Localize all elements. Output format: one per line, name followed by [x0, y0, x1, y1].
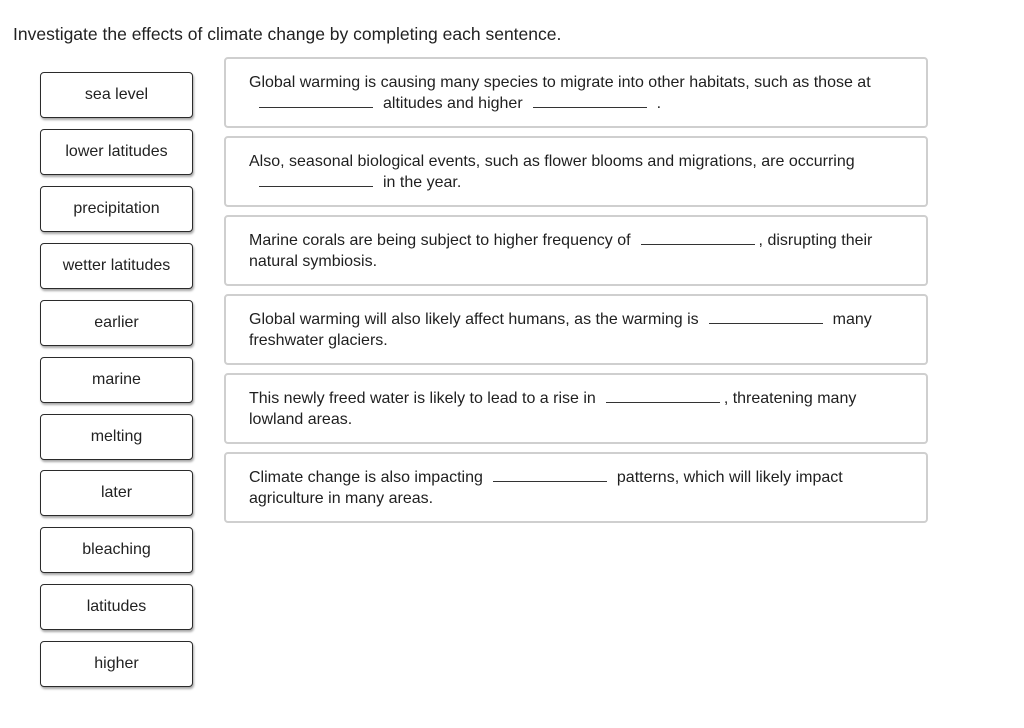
drop-blank-2[interactable]: [259, 172, 373, 187]
sentence-1-part-2: altitudes and higher: [383, 94, 523, 112]
sentence-3-part-2: , disrupting their natural symbiosis.: [249, 231, 873, 270]
drop-blank-6[interactable]: [493, 467, 607, 482]
drop-blank-1a[interactable]: [259, 93, 373, 108]
sentence-4-part-1: Global warming will also likely affect humans, as the warming is: [249, 310, 699, 328]
drop-blank-5[interactable]: [606, 388, 720, 403]
word-chip-lower-latitudes[interactable]: lower latitudes: [40, 129, 193, 175]
word-chip-bleaching[interactable]: bleaching: [40, 527, 193, 573]
drop-blank-3[interactable]: [641, 230, 755, 245]
sentence-box-4: [224, 294, 928, 365]
drop-blank-4[interactable]: [709, 309, 823, 324]
word-chip-later[interactable]: later: [40, 470, 193, 516]
word-chip-marine[interactable]: marine: [40, 357, 193, 403]
sentence-box-1: [224, 57, 928, 128]
sentence-1-part-1: Global warming is causing many species to migrate into other habitats, such as those at: [249, 73, 871, 91]
instructions-text: Investigate the effects of climate change by completing each sentence.: [13, 24, 562, 44]
word-chip-precipitation[interactable]: precipitation: [40, 186, 193, 232]
word-chip-melting[interactable]: melting: [40, 414, 193, 460]
sentence-5-part-2: , threatening many lowland areas.: [249, 389, 857, 428]
word-chip-earlier[interactable]: earlier: [40, 300, 193, 346]
word-chip-latitudes[interactable]: latitudes: [40, 584, 193, 630]
sentence-box-6: [224, 452, 928, 523]
sentence-6-part-2: patterns, which will likely impact agriculture in many areas.: [249, 468, 843, 507]
sentence-6-part-1: Climate change is also impacting: [249, 468, 483, 486]
sentence-5-part-1: This newly freed water is likely to lead to a rise in: [249, 389, 596, 407]
sentence-2-part-2: in the year.: [383, 173, 462, 191]
sentence-box-3: [224, 215, 928, 286]
sentence-box-5: [224, 373, 928, 444]
word-chip-sea-level[interactable]: sea level: [40, 72, 193, 118]
sentence-box-2: [224, 136, 928, 207]
sentence-2-part-1: Also, seasonal biological events, such as flower blooms and migrations, are occurring: [249, 152, 855, 170]
sentence-1-part-3: .: [656, 94, 662, 112]
word-chip-wetter-latitudes[interactable]: wetter latitudes: [40, 243, 193, 289]
word-chip-higher[interactable]: higher: [40, 641, 193, 687]
drop-blank-1b[interactable]: [533, 93, 647, 108]
sentence-3-part-1: Marine corals are being subject to higher frequency of: [249, 231, 631, 249]
sentence-4-part-2: many freshwater glaciers.: [249, 310, 872, 349]
